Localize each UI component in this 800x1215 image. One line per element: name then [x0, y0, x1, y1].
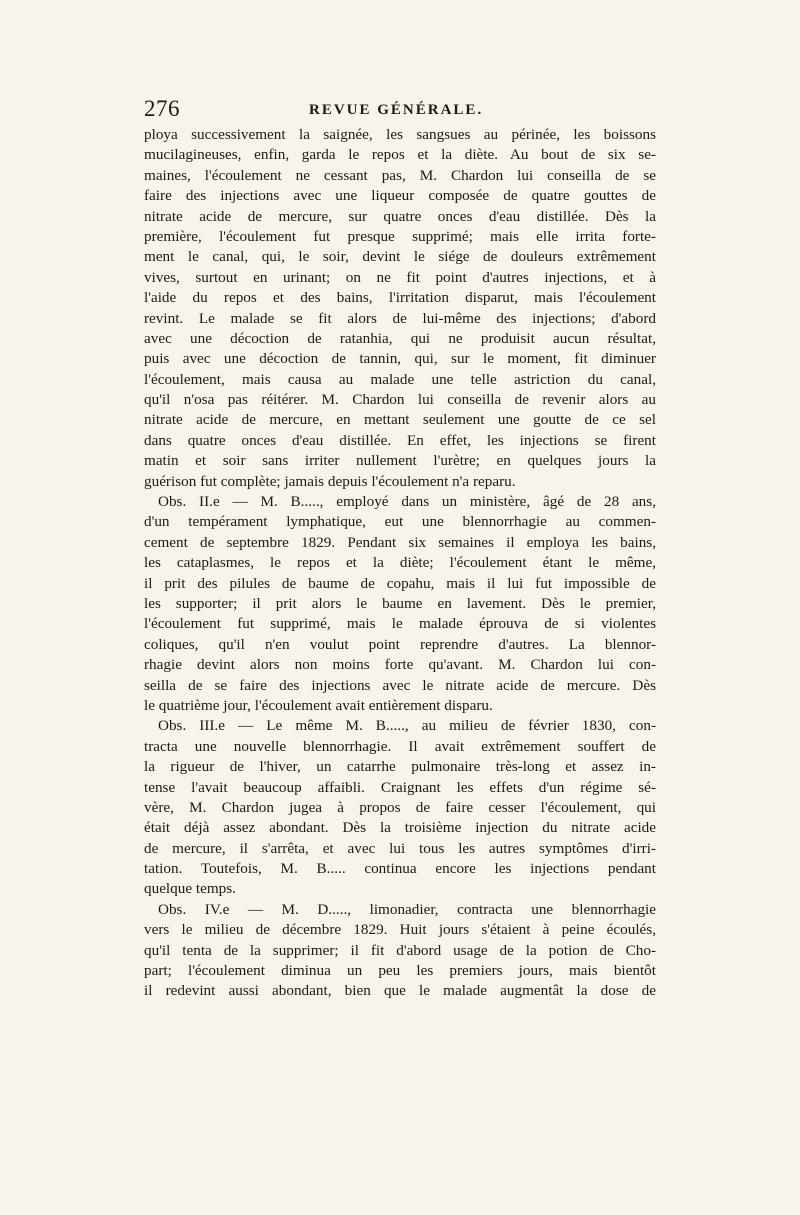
text-line: il redevint aussi abondant, bien que le malade augmentât la dose de: [144, 982, 656, 1000]
page-number: 276: [144, 96, 180, 121]
text-line: était déjà assez abondant. Dès la troisième injection du nitrate acide: [144, 819, 656, 837]
text-line: l'écoulement, mais causa au malade une telle astriction du canal,: [144, 370, 656, 388]
text-line: part; l'écoulement diminua un peu les premiers jours, mais bientôt: [144, 962, 656, 980]
text-line: puis avec une décoction de tannin, qui, sur le moment, fit diminuer: [144, 350, 656, 368]
text-line: l'aide du repos et des bains, l'irritation disparut, mais l'écoulement: [144, 289, 656, 307]
text-line: tracta une nouvelle blennorrhagie. Il avait extrêmement souffert de: [144, 737, 656, 755]
text-line: revint. Le malade se fit alors de lui-même des injections; d'abord: [144, 309, 656, 327]
text-line: vers le milieu de décembre 1829. Huit jours s'étaient à peine écoulés,: [144, 921, 656, 939]
text-line: d'un tempérament lymphatique, eut une blennorrhagie au commen-: [144, 513, 656, 531]
text-line: Obs. IV.e — M. D....., limonadier, contracta une blennorrhagie: [158, 900, 656, 918]
text-line: il prit des pilules de baume de copahu, mais il lui fut impossible de: [144, 574, 656, 592]
text-line: dans quatre onces d'eau distillée. En effet, les injections se firent: [144, 431, 656, 449]
text-line: première, l'écoulement fut presque supprimé; mais elle irrita forte-: [144, 227, 656, 245]
text-line: rhagie devint alors non moins forte qu'avant. M. Chardon lui con-: [144, 656, 656, 674]
text-line: maines, l'écoulement ne cessant pas, M. Chardon lui conseilla de se: [144, 166, 656, 184]
running-head: REVUE GÉNÉRALE.: [309, 102, 484, 118]
text-line: vives, surtout en urinant; on ne fit point d'autres injections, et à: [144, 268, 656, 286]
text-line: l'écoulement fut supprimé, mais le malade éprouva de si violentes: [144, 615, 656, 633]
text-line: vère, M. Chardon jugea à propos de faire cesser l'écoulement, qui: [144, 798, 656, 816]
text-line: les cataplasmes, le repos et la diète; l'écoulement étant le même,: [144, 554, 656, 572]
text-line: Obs. II.e — M. B....., employé dans un ministère, âgé de 28 ans,: [158, 493, 656, 511]
text-line: nitrate acide de mercure, en mettant seulement une goutte de ce sel: [144, 411, 656, 429]
text-line: de mercure, il s'arrêta, et avec lui tous les autres symptômes d'irri-: [144, 839, 656, 857]
text-line: les supporter; il prit alors le baume en lavement. Dès le premier,: [144, 594, 656, 612]
text-line: avec une décoction de ratanhia, qui ne produisit aucun résultat,: [144, 329, 656, 347]
body-text: [144, 125, 656, 1002]
text-line: qu'il n'osa pas réitérer. M. Chardon lui conseilla de revenir alors au: [144, 391, 656, 409]
text-line: tation. Toutefois, M. B..... continua encore les injections pendant: [144, 860, 656, 878]
text-line: guérison fut complète; jamais depuis l'écoulement n'a reparu.: [144, 472, 516, 490]
text-line: tense l'avait beaucoup affaibli. Craignant les effets d'un régime sé-: [144, 778, 656, 796]
text-line: la rigueur de l'hiver, un catarrhe pulmonaire très-long et assez in-: [144, 758, 656, 776]
text-line: nitrate acide de mercure, sur quatre onces d'eau distillée. Dès la: [144, 207, 656, 225]
text-line: le quatrième jour, l'écoulement avait entièrement disparu.: [144, 696, 493, 714]
text-line: faire des injections avec une liqueur composée de quatre gouttes de: [144, 187, 656, 205]
text-line: seilla de se faire des injections avec le nitrate acide de mercure. Dès: [144, 676, 656, 694]
text-line: qu'il tenta de la supprimer; il fit d'abord usage de la potion de Cho-: [144, 941, 656, 959]
text-line: ment le canal, qui, le soir, devint le siége de douleurs extrêmement: [144, 248, 656, 266]
page-header: [144, 96, 664, 124]
text-line: quelque temps.: [144, 880, 236, 898]
text-line: mucilagineuses, enfin, garda le repos et la diète. Au bout de six se-: [144, 146, 656, 164]
text-line: coliques, qu'il n'en voulut point reprendre d'autres. La blennor-: [144, 635, 656, 653]
text-line: ploya successivement la saignée, les sangsues au périnée, les boissons: [144, 126, 656, 143]
text-line: matin et soir sans irriter nullement l'urètre; en quelques jours la: [144, 452, 656, 470]
text-line: Obs. III.e — Le même M. B....., au milieu de février 1830, con-: [158, 717, 656, 735]
text-line: cement de septembre 1829. Pendant six semaines il employa les bains,: [144, 533, 656, 551]
